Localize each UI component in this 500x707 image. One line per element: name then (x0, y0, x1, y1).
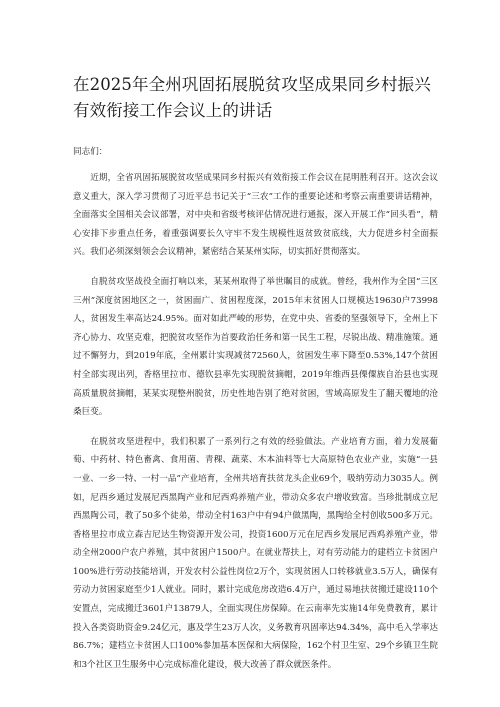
document-title: 在2025年全州巩固拓展脱贫攻坚成果同乡村振兴有效衔接工作会议上的讲话 (73, 75, 431, 120)
salutation: 同志们： (73, 147, 108, 157)
body-paragraph: 近期，全省巩固拓展脱贫攻坚成果同乡村振兴有效衔接工作会议在昆明胜利召开。这次会议意义重大，深入学习贯彻了习近平总书记关于“三农”工作的重要论述和考察云南重要讲话精神，全面落实全国相关会议部署，对中央和省级考核评估情况进行通报，深入开展工作“回头看”，精心安排下步重点任务，着重强调要长久守牢不发生规模性返贫致贫底线，大力促进乡村全面振兴。我们必须深刻领会会议精神，紧密结合某某州实际，切实抓好贯彻落实。 (73, 173, 438, 258)
body-paragraph: 在脱贫攻坚进程中，我们积累了一系列行之有效的经验做法。产业培育方面，着力发展葡萄、中药材、特色畜禽、食用菌、青稞、蔬菜、木本油料等七大高原特色农业产业，实施“一县一业、一乡一特、一村一品”产业培育，全州共培育扶贫龙头企业69个，吸纳劳动力3035人。例如，尼西乡通过发展尼西黑陶产业和尼西鸡养殖产业，带动众多农户增收致富。当珍批制成立尼西黑陶公司，教了50多个徒弟，带动全村163户中有94户做黑陶，黑陶给全村创收500多万元。香格里拉市成立森吉尼达生物资源开发公司，投资1600万元在尼西乡发展尼西鸡养殖产业，带动全州2000户农户养殖，其中贫困户1500户。在就业帮扶上，对有劳动能力的建档立卡贫困户100%进行劳动技能培训，开发农村公益性岗位2万个，实现贫困人口转移就业3.5万人，确保有劳动力贫困家庭至少1人就业。同时，累计完成危房改造6.4万户，通过易地扶贫搬迁建设110个安置点，完成搬迁3601户13879人，全面实现住房保障。在云南率先实施14年免费教育，累计投入各类资助资金9.24亿元，惠及学生23万人次，义务教育巩固率达94.34%，高中毛入学率达86.7%；建档立卡贫困人口100%参加基本医保和大病保险，162个村卫生室、29个乡镇卫生院和3个社区卫生服务中心完成标准化建设，极大改善了群众就医条件。 (73, 436, 438, 670)
body-paragraph: 自脱贫攻坚战役全面打响以来，某某州取得了举世瞩目的成就。曾经，我州作为全国“三区三州”深度贫困地区之一，贫困面广、贫困程度深，2015年末贫困人口规模达19630户73998人，贫困发生率高达24.95%。面对如此严峻的形势，在党中央、省委的坚强领导下，全州上下齐心协力、攻坚克难，把脱贫攻坚作为首要政治任务和第一民生工程，尽锐出战、精准施策。通过不懈努力，到2019年底，全州累计实现减贫72560人，贫困发生率下降至0.53%,147个贫困村全部实现出列，香格里拉市、德钦县率先实现脱贫摘帽，2019年维西县傈僳族自治县也实现高质量脱贫摘帽，某某实现整州脱贫，历史性地告别了绝对贫困，雪域高原发生了翻天覆地的沧桑巨变。 (73, 276, 438, 418)
